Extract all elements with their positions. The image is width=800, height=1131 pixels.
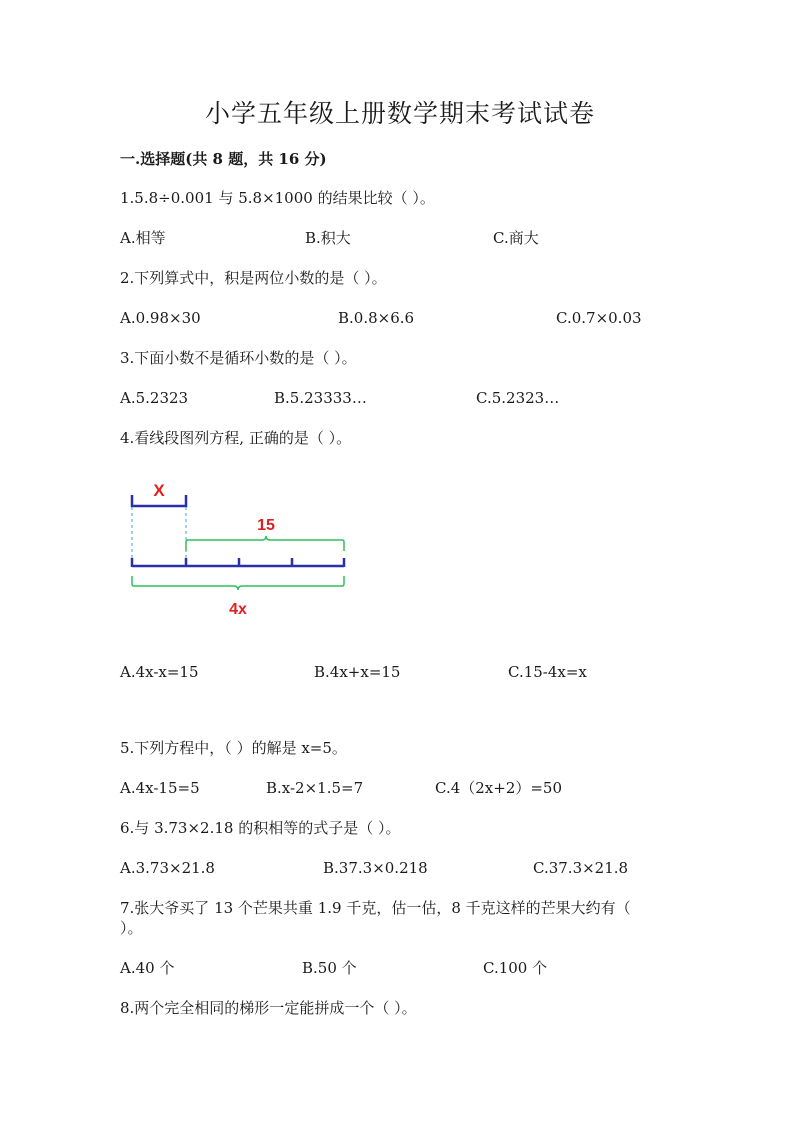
q6-option-b: B.37.3×0.218: [323, 859, 428, 877]
q2-option-a: A.0.98×30: [120, 309, 201, 327]
question-5: 5.下列方程中，（ ）的解是 x=5。: [120, 739, 347, 757]
x-label: X: [153, 481, 165, 500]
q3-option-a: A.5.2323: [120, 389, 189, 407]
q5-option-b: B.x-2×1.5=7: [266, 779, 364, 797]
question-6: 6.与 3.73×2.18 的积相等的式子是（ ）。: [120, 819, 401, 837]
q7-option-a: A.40 个: [120, 959, 175, 977]
question-7: 7.张大爷买了 13 个芒果共重 1.9 千克，估一估，8 千克这样的芒果大约有（ ）。: [120, 899, 631, 937]
q1-option-a: A.相等: [120, 229, 166, 247]
q5-option-a: A.4x-15=5: [120, 779, 200, 797]
q1-option-b: B.积大: [305, 229, 351, 247]
q1-option-c: C.商大: [493, 229, 539, 247]
q7-option-b: B.50 个: [302, 959, 357, 977]
question-2: 2.下列算式中，积是两位小数的是（ ）。: [120, 269, 387, 287]
q4-option-a: A.4x-x=15: [120, 663, 199, 681]
label-4x: 4x: [229, 601, 247, 618]
question-8: 8.两个完全相同的梯形一定能拼成一个（ ）。: [120, 999, 417, 1017]
q7-option-c: C.100 个: [483, 959, 548, 977]
q6-option-c: C.37.3×21.8: [533, 859, 629, 877]
page-title: 小学五年级上册数学期末考试试卷: [204, 99, 595, 128]
label-15: 15: [257, 517, 275, 534]
brace-15: [186, 536, 344, 551]
q3-option-b: B.5.23333…: [274, 389, 367, 407]
q4-option-c: C.15-4x=x: [508, 663, 587, 681]
q4-option-b: B.4x+x=15: [314, 663, 401, 681]
brace-4x: [132, 576, 344, 590]
q2-option-b: B.0.8×6.6: [338, 309, 415, 327]
q6-option-a: A.3.73×21.8: [120, 859, 215, 877]
q3-option-c: C.5.2323…: [476, 389, 560, 407]
question-4: 4.看线段图列方程, 正确的是（ ）。: [120, 429, 352, 447]
question-1: 1.5.8÷0.001 与 5.8×1000 的结果比较（ ）。: [120, 189, 435, 207]
q2-option-c: C.0.7×0.03: [556, 309, 642, 327]
line-segment-diagram: [124, 476, 364, 626]
q5-option-c: C.4（2x+2）=50: [435, 779, 563, 797]
question-3: 3.下面小数不是循环小数的是（ ）。: [120, 349, 357, 367]
section-heading: 一.选择题(共 8 题，共 16 分): [120, 150, 327, 168]
